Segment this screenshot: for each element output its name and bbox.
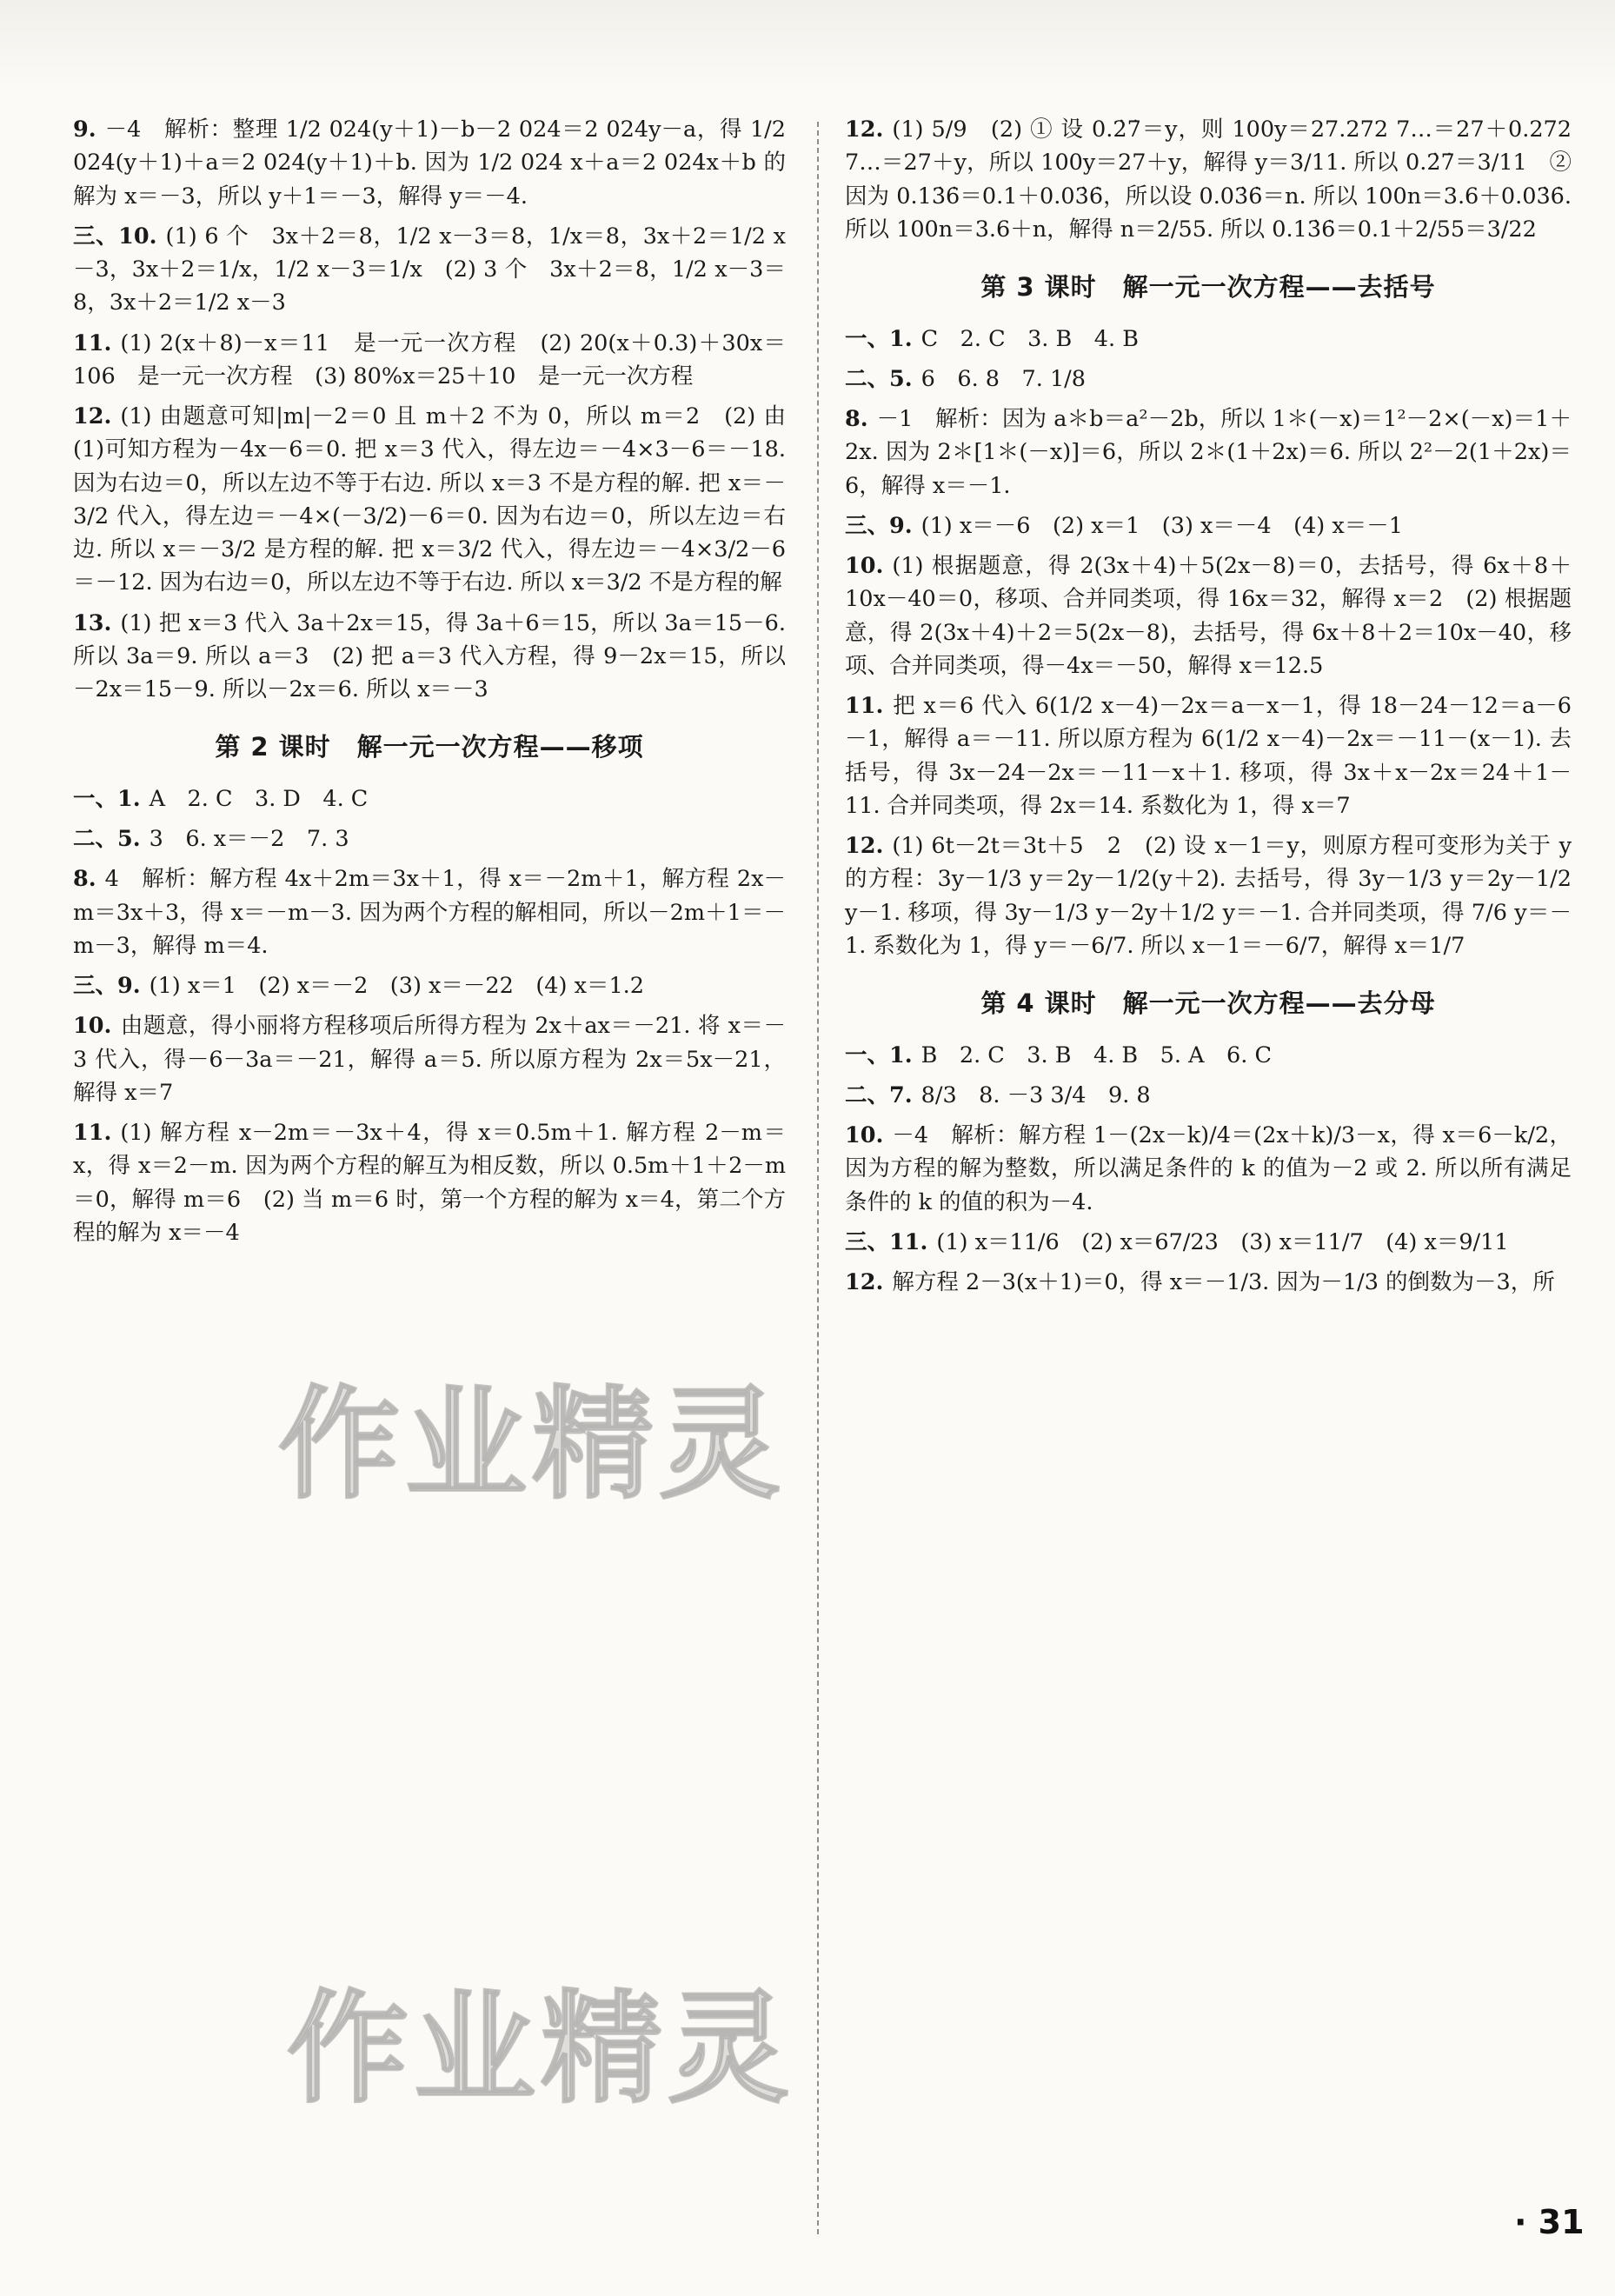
answer-text: (1) x＝1 (2) x＝－2 (3) x＝－22 (4) x＝1.2 (149, 973, 645, 999)
answer-9-solve (73, 969, 786, 1002)
answer-12 (73, 400, 786, 600)
answer-text: (1) 6t－2t＝3t＋5 2 (2) 设 x－1＝y，则原方程可变形为关于 y 的方程：3y－1/3 y＝2y－1/2(y＋2). 去括号，得 3y－1/3 y＝2y－1/2 y－1. 移项，得 3y－1/3 y－2y＋1/2 y＝－1. 合并同类项，得 7/6 y＝－1. 系数化为 1，得 y＝－6/7. 所以 x－1＝－6/7，解得 x＝1/7 (845, 833, 1572, 959)
answer-text: (1) 解方程 x－2m＝－3x＋4，得 x＝0.5m＋1. 解方程 2－m＝x，得 x＝2－m. 因为两个方程的解互为相反数，所以 0.5m＋1＋2－m＝0，解得 m＝6 (2) 当 m＝6 时，第一个方程的解为 x＝4，第二个方程的解为 x＝－4 (73, 1120, 786, 1246)
answer-number: 10. (73, 1013, 112, 1040)
answer-text: 把 x＝6 代入 6(1/2 x－4)－2x＝a－x－1，得 18－24－12＝a－6－1，解得 a＝－11. 所以原方程为 6(1/2 x－4)－2x＝－11－(x－1). 去括号，得 3x－24－2x＝－11－x＋1. 移项，得 3x＋x－2x＝24＋1－11. 合并同类项，得 2x＝14. 系数化为 1，得 x＝7 (845, 693, 1572, 819)
answer-number: 三、9. (845, 512, 913, 539)
answer-number: 10. (845, 553, 884, 579)
answer-number: 11. (73, 329, 112, 356)
page-number: · 31 (1514, 2203, 1585, 2241)
answer-text: 由题意，得小丽将方程移项后所得方程为 2x＋ax＝－21. 将 x＝－3 代入，得－6－3a＝－21，解得 a＝5. 所以原方程为 2x＝5x－21，解得 x＝7 (73, 1013, 786, 1106)
answer-choice-1-d (845, 1039, 1572, 1072)
watermark-bottom: 作业精灵 (287, 1979, 795, 2120)
answer-number: 一、1. (73, 785, 141, 812)
watermark-top: 作业精灵 (278, 1374, 787, 1516)
answer-number: 三、9. (73, 973, 141, 999)
answer-10-b (73, 1009, 786, 1109)
answer-number: 12. (73, 403, 112, 429)
answer-12-c (845, 829, 1572, 962)
answer-text: －4 解析：解方程 1－(2x－k)/4＝(2x＋k)/3－x，得 x＝6－k/2，因为方程的解为整数，所以满足条件的 k 的值为－2 或 2. 所以所有满足条件的 k 的值的积为－4. (845, 1122, 1572, 1215)
answer-number: 8. (845, 406, 868, 432)
answer-fill-7-d (845, 1079, 1572, 1112)
answer-number: 二、5. (845, 365, 913, 392)
answer-12-d (845, 1266, 1572, 1299)
answer-10-d (845, 1119, 1572, 1219)
answer-text: (1) x＝11/6 (2) x＝67/23 (3) x＝11/7 (4) x＝9/11 (936, 1228, 1509, 1255)
answer-10-c (845, 549, 1572, 682)
answer-number: 12. (845, 833, 884, 859)
answer-number: 11. (845, 693, 884, 719)
answer-text: 3 6. x＝－2 7. 3 (149, 826, 349, 852)
answer-text: －4 解析：整理 1/2 024(y＋1)－b－2 024＝2 024y－a，得 1/2 024(y＋1)＋a＝2 024(y＋1)＋b. 因为 1/2 024 x＋a＝2 024x＋b 的解为 x＝－3，所以 y＋1＝－3，解得 y＝－4. (73, 116, 786, 210)
answer-number: 二、5. (73, 826, 141, 852)
answer-12-repeating (845, 113, 1572, 246)
answer-number: 11. (73, 1120, 112, 1146)
answer-text: (1) 把 x＝3 代入 3a＋2x＝15，得 3a＋6＝15，所以 3a＝15－6. 所以 3a＝9. 所以 a＝3 (2) 把 a＝3 代入方程，得 9－2x＝15，所以－2x＝15－9. 所以－2x＝6. 所以 x＝－3 (73, 609, 786, 702)
answer-11-b (73, 1116, 786, 1249)
answer-text: 8/3 8. －3 3/4 9. 8 (920, 1081, 1151, 1108)
answer-text: B 2. C 3. B 4. B 5. A 6. C (920, 1042, 1272, 1068)
answer-9-c (845, 509, 1572, 542)
answer-number: 一、1. (845, 1042, 913, 1068)
left-column (73, 113, 786, 1256)
answer-text: (1) 根据题意，得 2(3x＋4)＋5(2x－8)＝0，去括号，得 6x＋8＋10x－40＝0，移项、合并同类项，得 16x＝32，解得 x＝2 (2) 根据题意，得 2(3x＋4)＋2＝5(2x－8)，去括号，得 6x＋8＋2＝10x－40，移项、合并同类项，得－4x＝－50，解得 x＝12.5 (845, 553, 1572, 679)
answer-number: 二、7. (845, 1081, 913, 1108)
answer-text: (1) x＝－6 (2) x＝1 (3) x＝－4 (4) x＝－1 (920, 512, 1403, 539)
answer-9 (73, 113, 786, 213)
answer-text: (1) 6 个 3x＋2＝8，1/2 x－3＝8，1/x＝8，3x＋2＝1/2 x－3，3x＋2＝1/x，1/2 x－3＝1/x (2) 3 个 3x＋2＝8，1/2 x－3＝8，3x＋2＝1/2 x－3 (73, 223, 786, 316)
answer-11 (73, 327, 786, 394)
answer-number: 三、10. (73, 223, 157, 250)
lesson-heading-2: 第 2 课时 解一元一次方程——移项 (215, 732, 644, 762)
answer-number: 三、11. (845, 1228, 928, 1255)
page-top-shade (0, 0, 1615, 87)
answer-number: 12. (845, 116, 884, 143)
answer-fill-5 (73, 822, 786, 855)
answer-text: 4 解析：解方程 4x＋2m＝3x＋1，得 x＝－2m＋1，解方程 2x－m＝3x＋3，得 x＝－m－3. 因为两个方程的解相同，所以－2m＋1＝－m－3，解得 m＝4. (73, 866, 786, 959)
answer-number: 8. (73, 866, 96, 893)
answer-number: 一、1. (845, 325, 913, 352)
answer-11-d (845, 1226, 1572, 1259)
lesson-heading-4: 第 4 课时 解一元一次方程——去分母 (980, 988, 1436, 1018)
answer-text: (1) 由题意可知|m|－2＝0 且 m＋2 不为 0，所以 m＝2 (2) 由(1)可知方程为－4x－6＝0. 把 x＝3 代入，得左边＝－4×3－6＝－18. 因为右边＝0，所以左边不等于右边. 所以 x＝3 不是方程的解. 把 x＝－3/2 代入，得左边＝－4×(－3/2)－6＝0. 因为右边＝0，所以左边＝右边. 所以 x＝－3/2 是方程的解. 把 x＝3/2 代入，得左边＝－4×3/2－6＝－12. 因为右边＝0，所以左边不等于右边. 所以 x＝3/2 不是方程的解 (73, 403, 786, 596)
answer-8 (73, 862, 786, 962)
answer-8-c (845, 403, 1572, 502)
answer-text: (1) 5/9 (2) ① 设 0.2̇7̇＝y，则 100y＝27.272 7…＝27＋0.272 7…＝27＋y，所以 100y＝27＋y，解得 y＝3/11. 所以 0.2̇7̇＝3/11 ② 因为 0.13̇6̇＝0.1＋0.03̇6̇，所以设 0.03̇6̇＝n. 所以 100n＝3.6＋0.03̇6̇. 所以 100n＝3.6＋n，解得 n＝2/55. 所以 0.13̇6̇＝0.1＋2/55＝3/22 (845, 116, 1572, 243)
answer-fill-5-c (845, 363, 1572, 396)
answer-number: 13. (73, 609, 112, 636)
answer-number: 12. (845, 1269, 884, 1295)
answer-11-c (845, 689, 1572, 822)
answer-text: 解方程 2－3(x＋1)＝0，得 x＝－1/3. 因为－1/3 的倒数为－3，所 (892, 1269, 1555, 1295)
answer-text: 6 6. 8 7. 1/8 (920, 365, 1086, 392)
answer-10 (73, 220, 786, 320)
column-divider (817, 122, 819, 2234)
answer-text: A 2. C 3. D 4. C (149, 785, 369, 812)
answer-number: 9. (73, 116, 96, 143)
answer-choice-1-c (845, 323, 1572, 356)
answer-choice-1 (73, 782, 786, 815)
answer-text: －1 解析：因为 a＊b＝a²－2b，所以 1＊(－x)＝1²－2×(－x)＝1＋2x. 因为 2＊[1＊(－x)]＝6，所以 2＊(1＋2x)＝6. 所以 2²－2(1＋2x)＝6，解得 x＝－1. (845, 406, 1572, 499)
lesson-heading-3: 第 3 课时 解一元一次方程——去括号 (980, 272, 1436, 302)
answer-13 (73, 607, 786, 707)
answer-text: (1) 2(x＋8)－x＝11 是一元一次方程 (2) 20(x＋0.3)＋30x＝106 是一元一次方程 (3) 80%x＝25＋10 是一元一次方程 (73, 329, 786, 389)
right-column (845, 113, 1572, 1306)
answer-text: C 2. C 3. B 4. B (920, 325, 1139, 352)
answer-number: 10. (845, 1122, 884, 1148)
